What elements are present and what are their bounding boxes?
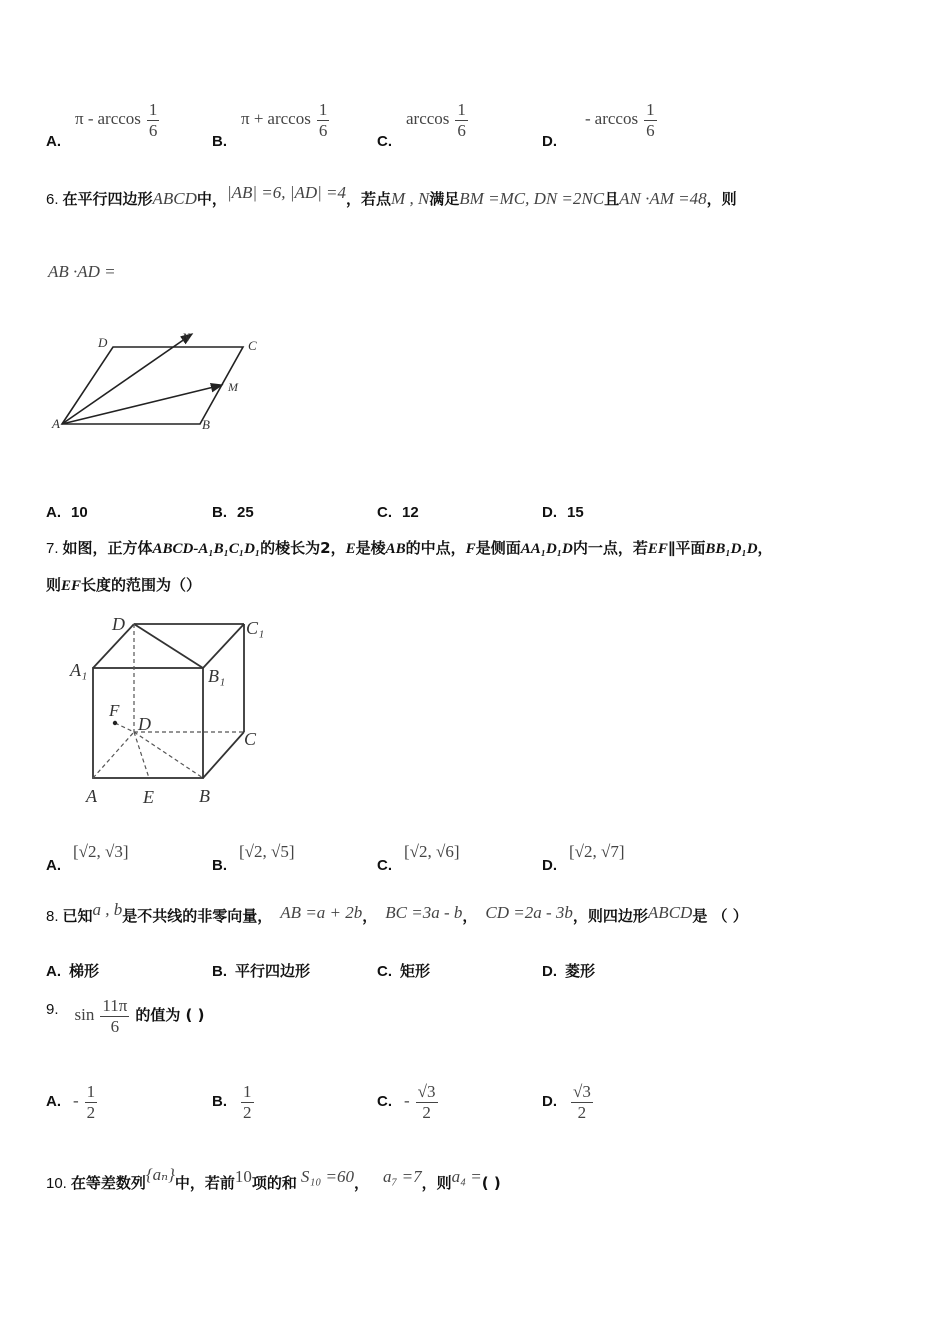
stem-text: 且 <box>604 190 620 208</box>
stem-func: sin <box>74 1005 95 1025</box>
vertex-label-b: B <box>202 417 210 432</box>
stem-text: 中， <box>196 190 227 208</box>
stem-text: 是棱 <box>355 539 386 557</box>
vertex-label-b1: B₁ <box>208 666 226 686</box>
frac-den: 6 <box>318 121 328 140</box>
stem-math: AB <box>385 541 406 557</box>
q8-option-d[interactable] <box>542 960 595 981</box>
option-label: D. <box>542 857 557 874</box>
option-func: arccos <box>97 109 141 129</box>
option-text: [√2, √5] <box>239 842 295 861</box>
option-func: arccos <box>406 109 450 129</box>
parallelogram-outline <box>62 347 243 424</box>
q6-parallelogram-figure <box>40 330 280 440</box>
option-text: 矩形 <box>400 962 431 980</box>
option-label: D. <box>542 133 557 151</box>
vertex-label-c: C <box>244 729 257 749</box>
point-label-e: E <box>143 787 154 807</box>
q8-option-c[interactable] <box>377 960 430 981</box>
stem-text: 已知 <box>62 907 93 925</box>
point-label-f: F <box>109 701 120 720</box>
stem-text: 长度的范围为（） <box>81 576 202 594</box>
stem-text: ，则 <box>421 1174 452 1192</box>
stem-text: 如图，正方体 <box>62 539 153 557</box>
q9-option-b[interactable] <box>212 1082 256 1123</box>
stem-text: ∥平面 <box>667 539 706 557</box>
stem-math: ABCD-A₁B₁C₁D₁ <box>152 541 261 557</box>
question-number: 9. <box>46 1001 59 1019</box>
point-label-m: M <box>228 380 238 394</box>
stem-text: 是 （ ） <box>692 907 748 925</box>
stem-math: EF <box>61 578 82 594</box>
stem-math: a₄ = <box>451 1167 482 1186</box>
option-func: arccos <box>267 109 311 129</box>
vertex-label-a: A <box>86 786 97 806</box>
frac-den: 6 <box>110 1017 120 1036</box>
stem-text: 满足 <box>429 190 460 208</box>
stem-text: ， <box>462 907 478 925</box>
stem-text: 内一点，若 <box>572 539 648 557</box>
stem-math: E <box>345 541 356 557</box>
vertex-label-a: A <box>52 416 60 431</box>
q5-option-a[interactable] <box>46 100 161 151</box>
stem-math: CD =2a - 3b <box>485 903 573 922</box>
option-text: 12 <box>402 504 419 521</box>
frac-den: 2 <box>422 1103 431 1122</box>
stem-math: ABCD <box>152 189 197 208</box>
stem-text: 的值为 ( ) <box>135 1006 205 1025</box>
stem-text: ， <box>362 907 378 925</box>
stem-text: 的棱长为 <box>260 539 321 557</box>
question-number: 10. <box>46 1175 67 1192</box>
option-func: arccos <box>594 109 639 129</box>
stem-text: ，若点 <box>346 190 392 208</box>
q9-option-c[interactable] <box>377 1082 440 1123</box>
option-label: C. <box>377 1093 392 1111</box>
option-label: B. <box>212 857 227 874</box>
q7-cube-figure <box>66 610 286 815</box>
q7-option-c[interactable] <box>377 842 460 874</box>
option-label: A. <box>46 1093 61 1111</box>
frac-den: 6 <box>148 121 158 140</box>
q7-option-d[interactable] <box>542 842 625 874</box>
stem-math: a₇ =7 <box>382 1167 422 1186</box>
stem-math: F <box>465 541 476 557</box>
frac-num: 1 <box>243 1082 252 1101</box>
option-label: B. <box>212 1093 227 1111</box>
q9-option-a[interactable] <box>46 1082 99 1123</box>
option-text: 15 <box>567 504 584 521</box>
stem-math: AB =a + 2b <box>280 903 363 922</box>
option-label: A. <box>46 963 61 980</box>
frac-den: 6 <box>646 121 655 140</box>
question-number: 8. <box>46 908 59 925</box>
option-label: B. <box>212 133 227 151</box>
option-label: C. <box>377 963 392 980</box>
q6-option-b[interactable] <box>212 504 254 522</box>
option-text: 菱形 <box>565 962 596 980</box>
frac-num: √3 <box>573 1082 591 1101</box>
stem-text: 则 <box>46 576 62 594</box>
option-text: 平行四边形 <box>235 962 311 980</box>
q7-stem-line2 <box>46 574 201 595</box>
vertex-label-c: C <box>248 338 257 353</box>
option-label: A. <box>46 857 61 874</box>
option-prefix: π + <box>241 109 264 129</box>
option-label: B. <box>212 504 227 521</box>
vertex-label-a1: A₁ <box>70 660 88 680</box>
option-text: [√2, √3] <box>73 842 129 861</box>
option-text: 25 <box>237 504 254 521</box>
q9-stem <box>46 996 204 1037</box>
stem-text: 在等差数列 <box>70 1174 146 1192</box>
q7-option-b[interactable] <box>212 842 295 874</box>
stem-text: ， <box>353 1174 369 1192</box>
q6-option-c[interactable] <box>377 504 419 522</box>
stem-number: 2 <box>320 539 331 557</box>
stem-math: AN ·AM =48 <box>619 189 707 208</box>
point-f <box>113 721 117 725</box>
frac-num: 1 <box>86 1082 96 1101</box>
option-label: D. <box>542 963 557 980</box>
frac-den: 2 <box>577 1103 587 1122</box>
option-label: C. <box>377 504 392 521</box>
option-label: A. <box>46 133 61 151</box>
stem-math: BC =3a - b <box>385 903 463 922</box>
frac-num: 11π <box>102 996 128 1015</box>
point-label-n: N <box>182 330 191 344</box>
stem-math: |AB| =6, |AD| =4 <box>226 183 347 202</box>
q7-stem <box>46 537 773 558</box>
option-text: [√2, √6] <box>404 842 460 861</box>
option-text: [√2, √7] <box>569 842 625 861</box>
stem-math: AA₁D₁D <box>520 541 573 557</box>
vertex-label-d: D <box>98 335 108 350</box>
frac-num: √3 <box>417 1082 436 1101</box>
stem-text: 在平行四边形 <box>62 190 153 208</box>
vector-am <box>62 385 222 424</box>
q8-option-a[interactable] <box>46 960 99 981</box>
option-sign: - <box>404 1091 410 1111</box>
question-number: 7. <box>46 540 59 557</box>
q5-option-c[interactable] <box>377 100 470 151</box>
stem-math: BM =MC, DN =2NC <box>459 189 605 208</box>
q8-stem <box>46 900 748 926</box>
stem-math: S₁₀ =60 <box>300 1167 354 1186</box>
q7-option-a[interactable] <box>46 842 129 874</box>
option-label: D. <box>542 1093 557 1111</box>
frac-num: 1 <box>457 100 466 119</box>
option-sign: - <box>73 1091 79 1111</box>
stem-text: 项的和 <box>251 1174 297 1192</box>
vertex-label-b: B <box>199 786 210 806</box>
frac-den: 2 <box>86 1103 96 1122</box>
option-label: A. <box>46 504 61 521</box>
q5-option-d[interactable] <box>542 100 659 151</box>
stem-math: ABCD <box>647 903 693 922</box>
option-label: B. <box>212 963 227 980</box>
q6-option-a[interactable] <box>46 504 88 522</box>
stem-number: 10 <box>234 1167 252 1186</box>
stem-math: M , N <box>391 189 430 208</box>
stem-math: BB₁D₁D <box>705 541 758 557</box>
stem-text: 中，若前 <box>174 1174 235 1192</box>
stem-text: ( ) <box>481 1174 501 1192</box>
frac-num: 1 <box>148 100 158 119</box>
stem-text: ， <box>330 539 346 557</box>
option-text: 梯形 <box>69 962 100 980</box>
vertex-label-c1: C₁ <box>246 618 265 638</box>
q8-option-b[interactable] <box>212 960 310 981</box>
vertex-label-d: D <box>138 714 151 734</box>
stem-math: {aₙ} <box>145 1165 175 1184</box>
q5-option-b[interactable] <box>212 100 331 151</box>
q6-stem <box>46 183 737 209</box>
stem-text: ， <box>757 539 773 557</box>
q9-option-d[interactable] <box>542 1082 595 1123</box>
stem-text: ，则 <box>706 190 737 208</box>
stem-text: 是不共线的非零向量， <box>122 907 273 925</box>
option-label: C. <box>377 133 392 151</box>
frac-num: 1 <box>318 100 328 119</box>
stem-math: a , b <box>92 900 123 919</box>
option-prefix: - <box>585 109 591 129</box>
question-number: 6. <box>46 191 59 208</box>
option-prefix: π - <box>75 109 94 129</box>
vertex-label-d1: D <box>112 614 125 634</box>
option-text: 10 <box>71 504 88 521</box>
frac-den: 2 <box>243 1103 252 1122</box>
stem-text: ，则四边形 <box>572 907 648 925</box>
option-label: C. <box>377 857 392 874</box>
q6-expression: AB ·AD = <box>48 262 116 281</box>
option-label: D. <box>542 504 557 521</box>
frac-den: 6 <box>457 121 466 140</box>
stem-text: 的中点， <box>405 539 466 557</box>
frac-num: 1 <box>646 100 655 119</box>
stem-text: 是侧面 <box>475 539 521 557</box>
q10-stem <box>46 1165 501 1193</box>
stem-math: EF <box>647 541 668 557</box>
q6-option-d[interactable] <box>542 504 584 522</box>
